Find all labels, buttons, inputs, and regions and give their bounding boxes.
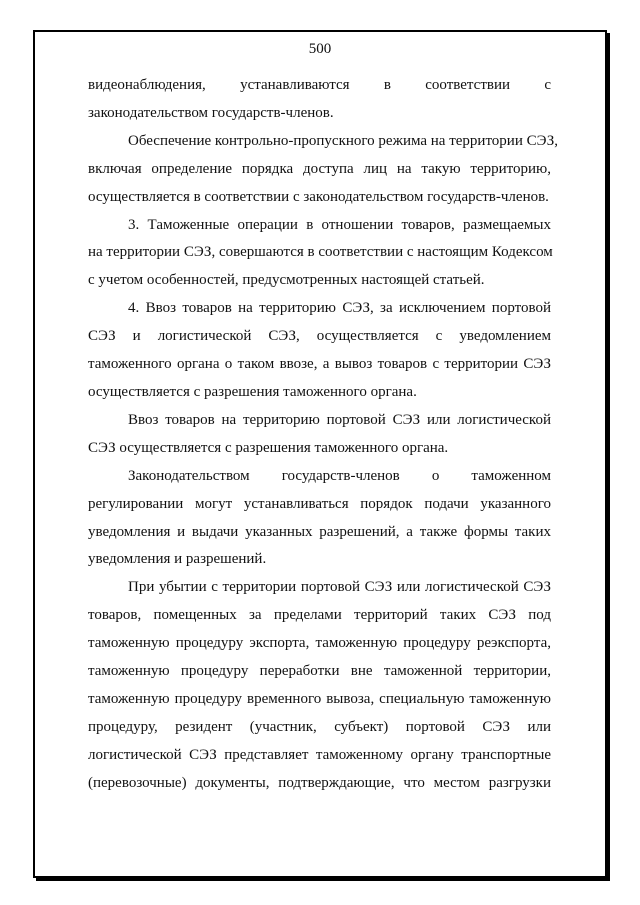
paragraph <box>88 463 551 575</box>
text-line: СЭЗ и логистической СЭЗ, осуществляется с уведомлением <box>88 328 551 345</box>
text-line: таможенную процедуру экспорта, таможенную процедуру реэкспорта, <box>88 635 551 652</box>
text-line: 4. Ввоз товаров на территорию СЭЗ, за исключением портовой <box>128 300 551 317</box>
text-line: видеонаблюдения, устанавливаются в соответствии с <box>88 77 551 93</box>
paragraph <box>88 212 551 296</box>
text-line: на территории СЭЗ, совершаются в соответствии с настоящим Кодексом <box>88 244 553 261</box>
text-line: уведомления и разрешений. <box>88 551 267 568</box>
text-line: осуществляется с разрешения таможенного органа. <box>88 383 417 400</box>
page-body <box>88 72 558 798</box>
text-line: включая определение порядка доступа лиц на такую территорию, <box>88 160 551 177</box>
text-line: Обеспечение контрольно-пропускного режима на территории СЭЗ, <box>128 132 558 149</box>
paragraph <box>88 128 558 212</box>
paragraph <box>88 407 551 463</box>
page-frame <box>33 30 607 878</box>
text-line: с учетом особенностей, предусмотренных настоящей статьей. <box>88 272 485 289</box>
text-line: (перевозочные) документы, подтверждающие, что местом разгрузки <box>88 774 551 791</box>
text-line: Ввоз товаров на территорию портовой СЭЗ или логистической <box>128 411 551 428</box>
text-line: товаров, помещенных за пределами территорий таких СЭЗ под <box>88 607 551 624</box>
paragraph <box>88 295 551 407</box>
text-line: таможенную процедуру временного вывоза, специальную таможенную <box>88 690 551 707</box>
text-line: При убытии с территории портовой СЭЗ или логистической СЭЗ <box>128 579 551 596</box>
text-line: регулировании могут устанавливаться порядок подачи указанного <box>88 495 551 512</box>
paragraph <box>88 574 551 797</box>
paragraph <box>88 72 551 128</box>
text-line: законодательством государств-членов. <box>88 104 334 121</box>
text-line: таможенную процедуру переработки вне таможенной территории, <box>88 663 551 680</box>
text-line: процедуру, резидент (участник, субъект) портовой СЭЗ или <box>88 718 551 735</box>
text-line: Законодательством государств-членов о таможенном <box>128 467 551 484</box>
text-line: таможенного органа о таком ввозе, а вывоз товаров с территории СЭЗ <box>88 356 551 373</box>
text-line: логистической СЭЗ представляет таможенному органу транспортные <box>88 746 551 763</box>
text-line: 3. Таможенные операции в отношении товаров, размещаемых <box>128 216 551 233</box>
text-line: уведомления и выдачи указанных разрешений, а также формы таких <box>88 523 551 540</box>
text-line: осуществляется в соответствии с законодательством государств-членов. <box>88 188 549 205</box>
text-line: СЭЗ осуществляется с разрешения таможенного органа. <box>88 439 449 456</box>
page-number: 500 <box>308 41 332 57</box>
